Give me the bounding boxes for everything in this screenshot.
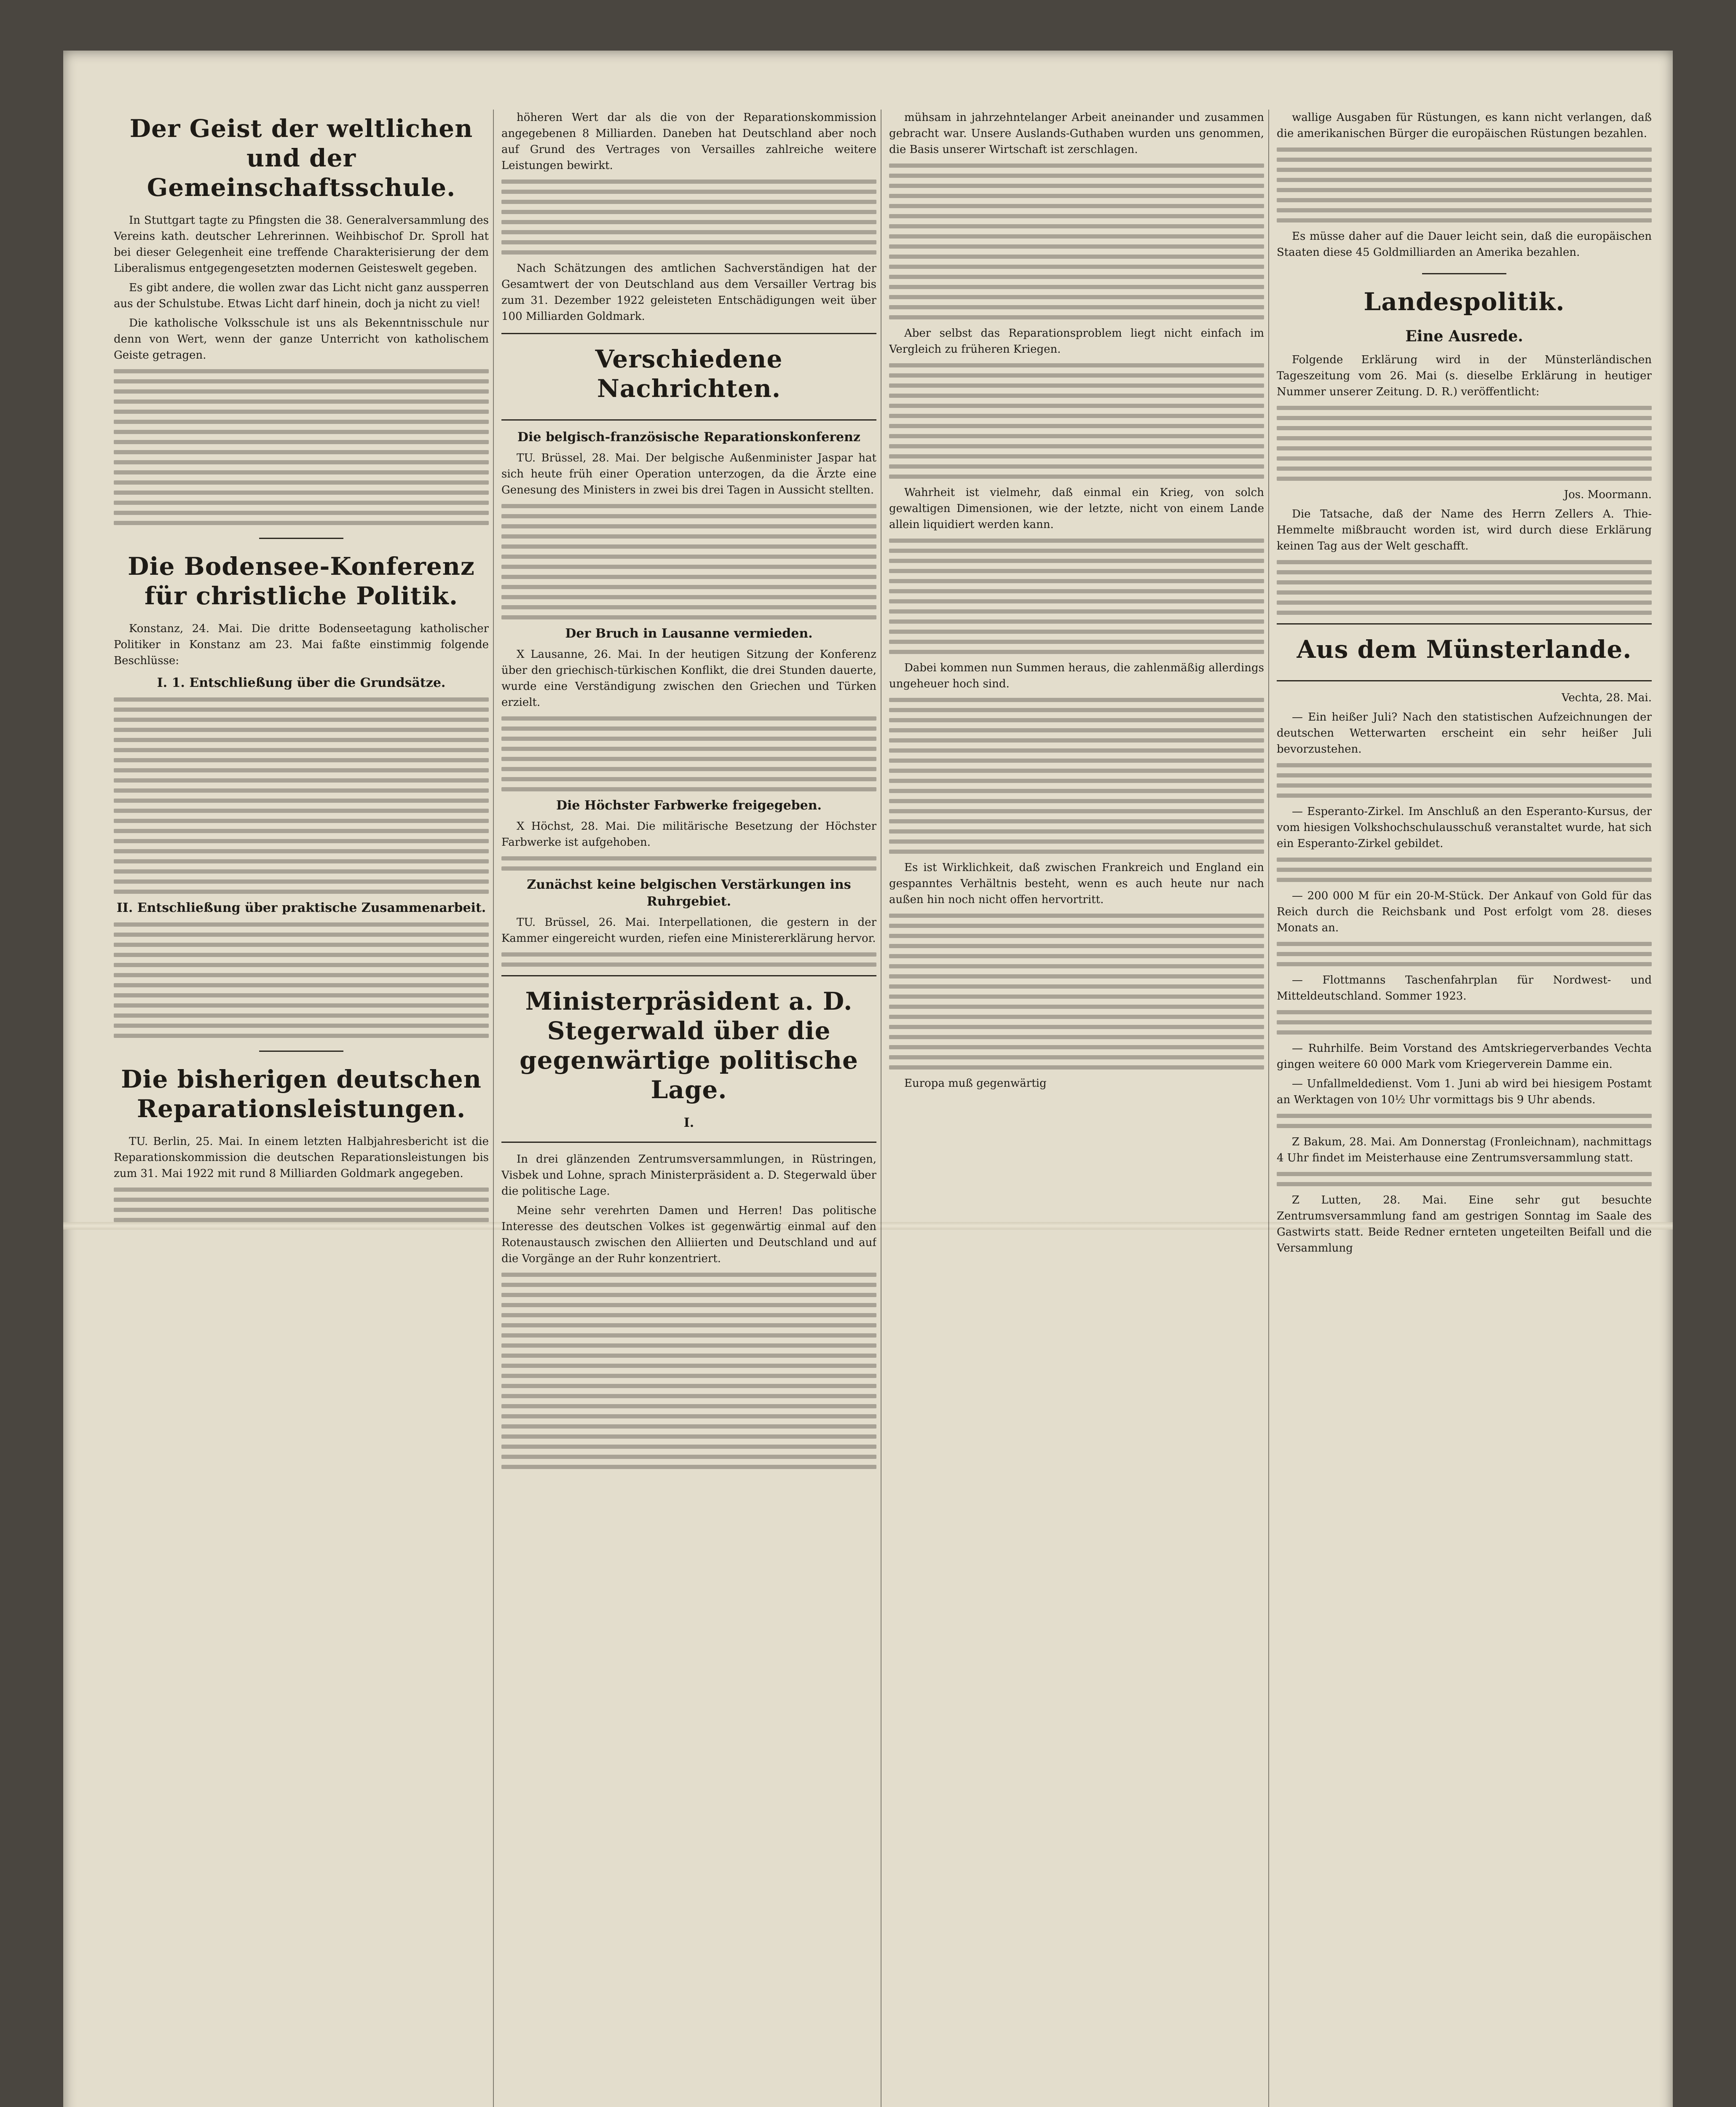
divider [1422, 273, 1506, 274]
section-header-box [501, 333, 876, 421]
article-paragraph: Die Tatsache, daß der Name des Herrn Zellers A. Thie-Hemmelte mißbraucht worden ist, wird durch diese Erklärung keinen Tag aus der Welt geschafft. [1277, 508, 1652, 552]
column-rule [493, 110, 494, 2107]
article-paragraph: Nach Schätzungen des amtlichen Sachverständigen hat der Gesamtwert der von Deutschland aus dem Versailler Vertrag bis zum 31. Dezember 1922 geleisteten Entschädigungen weit über 100 Milliarden Goldmark. [501, 262, 876, 323]
article-paragraph: — 200 000 M für ein 20-M-Stück. Der Ankauf von Gold für das Reich durch die Reichsbank und Post erfolgt vom 28. dieses Monats an. [1277, 890, 1652, 934]
article-paragraph: höheren Wert dar als die von der Reparationskommission angegebenen 8 Milliarden. Daneben hat Deutschland aber noch auf Grund des Vertrages von Versailles zahlreiche weitere Leistungen bewirkt. [501, 111, 876, 172]
article-title: Die Bodensee-Konferenz für christliche Politik. [128, 552, 475, 610]
article-paragraph: In Stuttgart tagte zu Pfingsten die 38. Generalversammlung des Vereins kath. deutscher Lehrerinnen. Weihbischof Dr. Sproll hat bei dieser Gelegenheit eine treffende Charakterisierung der dem Liberalismus entgegengesetzten modernen Geisteswelt gegeben. [114, 214, 489, 275]
section-heading: I. 1. Entschließung über die Grundsätze. [157, 676, 446, 690]
article-title: Die bisherigen deutschen Reparationsleistungen. [121, 1065, 482, 1123]
article-paragraph: X Höchst, 28. Mai. Die militärische Besetzung der Höchster Farbwerke ist aufgehoben. [501, 820, 876, 849]
article-paragraph: Meine sehr verehrten Damen und Herren! Das politische Interesse des deutschen Volkes ist gegenwärtig einmal auf den Rotenaustausch zwischen den Alliierten und Deutschland und auf die Vorgänge an der Ruhr konzentriert. [501, 1204, 876, 1265]
section-number: I. [683, 1115, 694, 1130]
article-paragraph: Die katholische Volksschule ist uns als Bekenntnisschule nur denn von Wert, wenn der ganze Unterricht von katholischem Geiste getragen. [114, 317, 489, 362]
article-paragraph: Z Lutten, 28. Mai. Eine sehr gut besuchte Zentrumsversammlung fand am gestrigen Sonntag im Saale des Gastwirts statt. Beide Redner ernteten ungeteilten Beifall und die Versammlung [1277, 1194, 1652, 1255]
article-paragraph: Dabei kommen nun Summen heraus, die zahlenmäßig allerdings ungeheuer hoch sind. [889, 662, 1264, 690]
article-paragraph: TU. Berlin, 25. Mai. In einem letzten Halbjahresbericht ist die Reparationskommission die deutschen Reparationsleistungen bis zum 31. Mai 1922 mit rund 8 Milliarden Goldmark angegeben. [114, 1135, 489, 1180]
article-paragraph: Folgende Erklärung wird in der Münsterländischen Tageszeitung vom 26. Mai (s. dieselbe Erklärung in heutiger Nummer unserer Zeitung. D. R.) veröffentlicht: [1277, 354, 1652, 398]
article-paragraph: — Unfallmeldedienst. Vom 1. Juni ab wird bei hiesigem Postamt an Werktagen von 10½ Uhr vormittags bis 9 Uhr abends. [1277, 1078, 1652, 1106]
article-subtitle: Eine Ausrede. [1405, 327, 1523, 345]
column-2 [501, 110, 876, 2107]
sub-heading: Zunächst keine belgischen Verstärkungen ins Ruhrgebiet. [527, 877, 851, 909]
article-paragraph: Es gibt andere, die wollen zwar das Licht nicht ganz aussperren aus der Schulstube. Etwas Licht darf hinein, doch ja nicht zu viel! [114, 281, 489, 310]
article-paragraph: — Flottmanns Taschenfahrplan für Nordwest- und Mitteldeutschland. Sommer 1923. [1277, 974, 1652, 1003]
article-paragraph: Es ist Wirklichkeit, daß zwischen Frankreich und England ein gespanntes Verhältnis besteht, wenn es auch heute nur nach außen hin noch nicht offen hervortritt. [889, 861, 1264, 906]
article-paragraph: TU. Brüssel, 28. Mai. Der belgische Außenminister Jaspar hat sich heute früh einer Operation unterzogen, da die Ärzte eine Genesung des Ministers in zwei bis drei Tagen in Aussicht stellten. [501, 452, 876, 496]
article-title: Ministerpräsident a. D. Stegerwald über die gegenwärtige politische Lage. [520, 987, 858, 1104]
article-paragraph: TU. Brüssel, 26. Mai. Interpellationen, die gestern in der Kammer eingereicht wurden, riefen eine Ministererklärung hervor. [501, 916, 876, 945]
section-header-box [1277, 623, 1652, 681]
article-title: Verschiedene Nachrichten. [595, 345, 783, 403]
divider [259, 1051, 343, 1052]
column-rule [1268, 110, 1269, 2107]
article-title: Aus dem Münsterlande. [1297, 635, 1632, 664]
article-title: Der Geist der weltlichen und der Gemeinschaftsschule. [129, 114, 473, 202]
article-paragraph: — Ruhrhilfe. Beim Vorstand des Amtskriegerverbandes Vechta gingen weitere 60 000 Mark vom Kriegerverein Damme ein. [1277, 1042, 1652, 1071]
article-paragraph: In drei glänzenden Zentrumsversammlungen, in Rüstringen, Visbek und Lohne, sprach Ministerpräsident a. D. Stegerwald über die politische Lage. [501, 1153, 876, 1198]
newspaper-page [63, 51, 1673, 2107]
article-paragraph: Es müsse daher auf die Dauer leicht sein, daß die europäischen Staaten diese 45 Goldmilliarden an Amerika bezahlen. [1277, 230, 1652, 259]
column-3 [889, 110, 1264, 2107]
article-paragraph: wallige Ausgaben für Rüstungen, es kann nicht verlangen, daß die amerikanischen Bürger die europäischen Rüstungen bezahlen. [1277, 111, 1652, 140]
article-paragraph: Z Bakum, 28. Mai. Am Donnerstag (Fronleichnam), nachmittags 4 Uhr findet im Meisterhause eine Zentrumsversammlung statt. [1277, 1136, 1652, 1164]
sub-heading: Die belgisch-französische Reparationskonferenz [517, 430, 860, 445]
column-1 [114, 110, 489, 2107]
article-paragraph: Konstanz, 24. Mai. Die dritte Bodenseetagung katholischer Politiker in Konstanz am 23. Mai faßte einstimmig folgende Beschlüsse: [114, 622, 489, 667]
article-paragraph: X Lausanne, 26. Mai. In der heutigen Sitzung der Konferenz über den griechisch-türkischen Konflikt, die drei Stunden dauerte, wurde eine Verständigung zwischen den Griechen und Türken erzielt. [501, 648, 876, 709]
section-heading: II. Entschließung über praktische Zusammenarbeit. [116, 901, 486, 915]
signature: Jos. Moormann. [1564, 488, 1652, 501]
article-paragraph: Aber selbst das Reparationsproblem liegt nicht einfach im Vergleich zu früheren Kriegen. [889, 327, 1264, 356]
article-paragraph: — Ein heißer Juli? Nach den statistischen Aufzeichnungen der deutschen Wetterwarten erscheint ein sehr heißer Juli bevorzustehen. [1277, 711, 1652, 756]
section-header-box [501, 975, 876, 1143]
divider [259, 538, 343, 539]
sub-heading: Der Bruch in Lausanne vermieden. [565, 626, 813, 641]
article-paragraph: mühsam in jahrzehntelanger Arbeit aneinander und zusammen gebracht war. Unsere Auslands-Guthaben wurden uns genommen, die Basis unserer Wirtschaft ist zerschlagen. [889, 111, 1264, 156]
dateline: Vechta, 28. Mai. [1562, 692, 1652, 704]
article-paragraph: Europa muß gegenwärtig [904, 1077, 1047, 1090]
sub-heading: Die Höchster Farbwerke freigegeben. [556, 798, 822, 813]
article-paragraph: — Esperanto-Zirkel. Im Anschluß an den Esperanto-Kursus, der vom hiesigen Volkshochschulausschuß veranstaltet wurde, hat sich ein Esperanto-Zirkel gebildet. [1277, 805, 1652, 850]
article-paragraph: Wahrheit ist vielmehr, daß einmal ein Krieg, von solch gewaltigen Dimensionen, wie der letzte, nicht von einem Lande allein liquidiert werden kann. [889, 486, 1264, 531]
column-4 [1277, 110, 1652, 2107]
article-title: Landespolitik. [1364, 287, 1565, 316]
